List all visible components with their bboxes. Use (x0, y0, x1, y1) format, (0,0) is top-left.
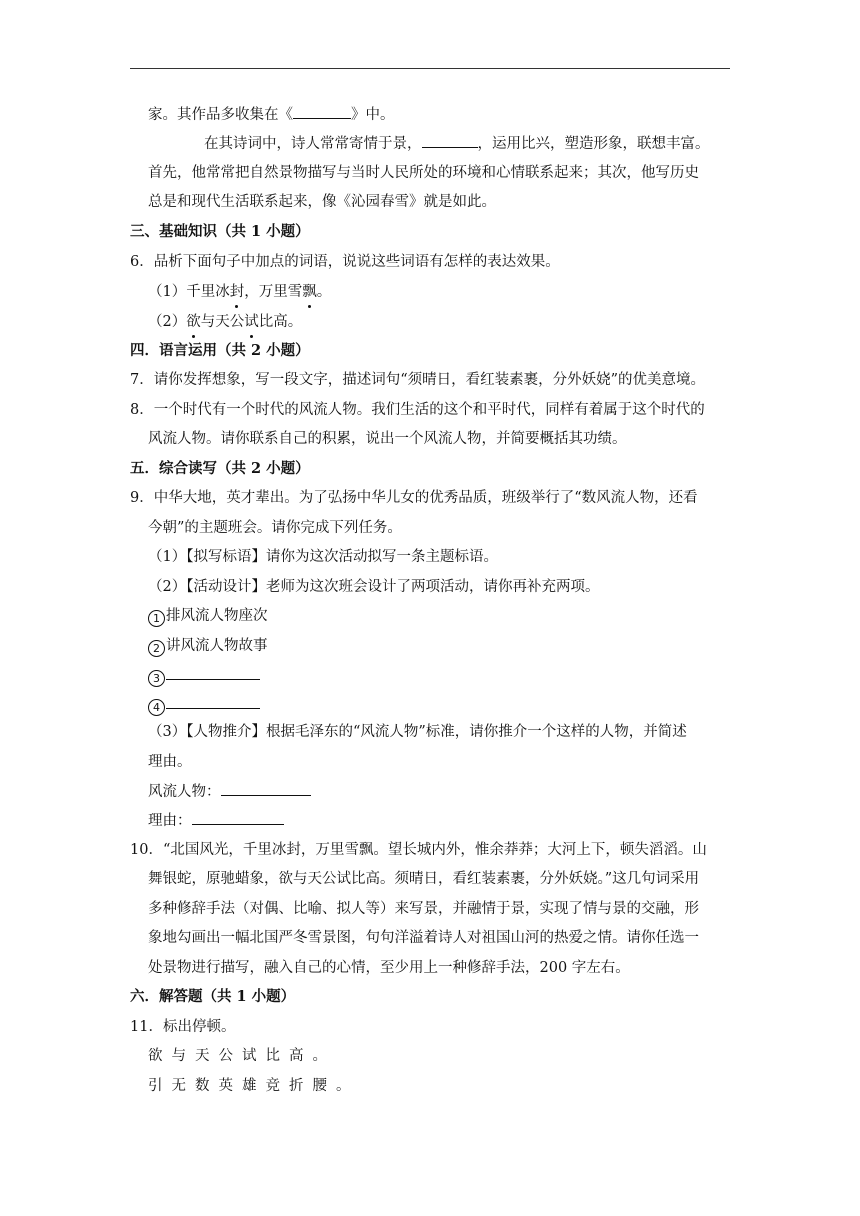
question-10-line-4: 象地勾画出一幅北国严冬雪景图，句句洋溢着诗人对祖国山河的热爱之情。请你任选一 (148, 930, 699, 946)
text: ，万里雪 (244, 284, 303, 300)
activity-item-3 (148, 665, 260, 687)
q9-task-3-line-1: （3）【人物推介】根据毛泽东的“风流人物”标准，请你推介一个这样的人物，并简述 (148, 724, 687, 740)
intro-line-3: 首先，他常常把自然景物描写与当时人民所处的环境和心情联系起来；其次，他写历史 (148, 165, 699, 181)
text: （2） (148, 314, 187, 330)
blank-reason[interactable] (192, 810, 284, 825)
text: 排风流人物座次 (166, 608, 268, 624)
reason-field (148, 810, 284, 831)
question-7: 7．请你发挥想象，写一段文字，描述词句“须晴日，看红装素裹，分外妖娆”的优美意境。 (130, 372, 706, 388)
blank-technique[interactable] (422, 133, 478, 148)
circled-number: 4 (148, 699, 165, 716)
section-4-heading: 四．语言运用（共 2 小题） (130, 342, 310, 359)
text: 在其诗词中，诗人常常寄情于景， (204, 136, 422, 152)
q9-task-3-line-2: 理由。 (148, 754, 192, 770)
section-5-heading: 五．综合读写（共 2 小题） (130, 460, 310, 477)
circled-number: 3 (148, 670, 165, 687)
text: 》中。 (351, 107, 395, 123)
text: 与天公 (200, 314, 245, 330)
question-10-line-5: 处景物进行描写，融入自己的心情，至少用上一种修辞手法，200 字左右。 (148, 960, 630, 976)
circled-number: 1 (148, 610, 165, 627)
q6-sentence-2 (148, 312, 302, 332)
dotted-word: 试 (244, 314, 259, 330)
header-rule (130, 68, 730, 69)
blank-activity-4[interactable] (166, 694, 260, 709)
question-8-line-1: 8．一个时代有一个时代的风流人物。我们生活的这个和平时代，同样有着属于这个时代的 (130, 402, 705, 418)
field-label: 风流人物： (148, 784, 221, 800)
activity-item-2 (148, 636, 268, 657)
text: 。 (316, 284, 332, 300)
intro-line-4: 总是和现代生活联系起来，像《沁园春雪》就是如此。 (148, 194, 496, 210)
question-6: 6．品析下面句子中加点的词语，说说这些词语有怎样的表达效果。 (130, 254, 560, 270)
question-9-line-2: 今朝”的主题班会。请你完成下列任务。 (148, 520, 402, 536)
dotted-word: 封 (229, 284, 245, 300)
section-6-heading: 六．解答题（共 1 小题） (130, 988, 296, 1005)
field-label: 理由： (148, 813, 192, 829)
circled-number: 2 (148, 640, 165, 657)
text: （1）千里冰 (148, 284, 230, 300)
text: 讲风流人物故事 (166, 638, 268, 654)
q6-sentence-1 (148, 282, 331, 302)
question-10-line-3: 多种修辞手法（对偶、比喻、拟人等）来写景，并融情于景，实现了情与景的交融，形 (148, 901, 699, 917)
text: ，运用比兴，塑造形象，联想丰富。 (477, 136, 710, 152)
person-field (148, 781, 311, 802)
question-10-line-2: 舞银蛇，原驰蜡象，欲与天公试比高。须晴日，看红装素裹，分外妖娆。”这几句词采用 (148, 871, 700, 887)
q9-task-1: （1）【拟写标语】请你为这次活动拟写一条主题标语。 (148, 549, 498, 565)
activity-item-1 (148, 606, 268, 627)
q11-line-1: 欲与天公试比高。 (148, 1048, 336, 1064)
question-10-line-1: 10．“北国风光，千里冰封，万里雪飘。望长城内外，惟余莽莽；大河上下，顿失滔滔。山 (130, 842, 707, 858)
question-11: 11．标出停顿。 (130, 1019, 236, 1035)
blank-person[interactable] (221, 781, 311, 796)
activity-item-4 (148, 694, 260, 716)
intro-line-1 (148, 104, 395, 125)
blank-collection[interactable] (293, 104, 351, 119)
q11-line-2: 引无数英雄竞折腰。 (148, 1078, 360, 1094)
text: 家。其作品多收集在《 (148, 107, 293, 123)
text: 比高。 (258, 314, 303, 330)
q9-task-2: （2）【活动设计】老师为这次班会设计了两项活动，请你再补充两项。 (148, 579, 600, 595)
intro-line-2 (204, 133, 710, 154)
question-9-line-1: 9．中华大地，英才辈出。为了弘扬中华儿女的优秀品质，班级举行了“数风流人物，还看 (130, 490, 698, 506)
question-8-line-2: 风流人物。请你联系自己的积累，说出一个风流人物，并简要概括其功绩。 (148, 431, 627, 447)
blank-activity-3[interactable] (166, 665, 260, 680)
dotted-word: 欲 (186, 314, 201, 330)
dotted-word: 飘 (302, 284, 317, 300)
section-3-heading: 三、基础知识（共 1 小题） (130, 223, 310, 240)
